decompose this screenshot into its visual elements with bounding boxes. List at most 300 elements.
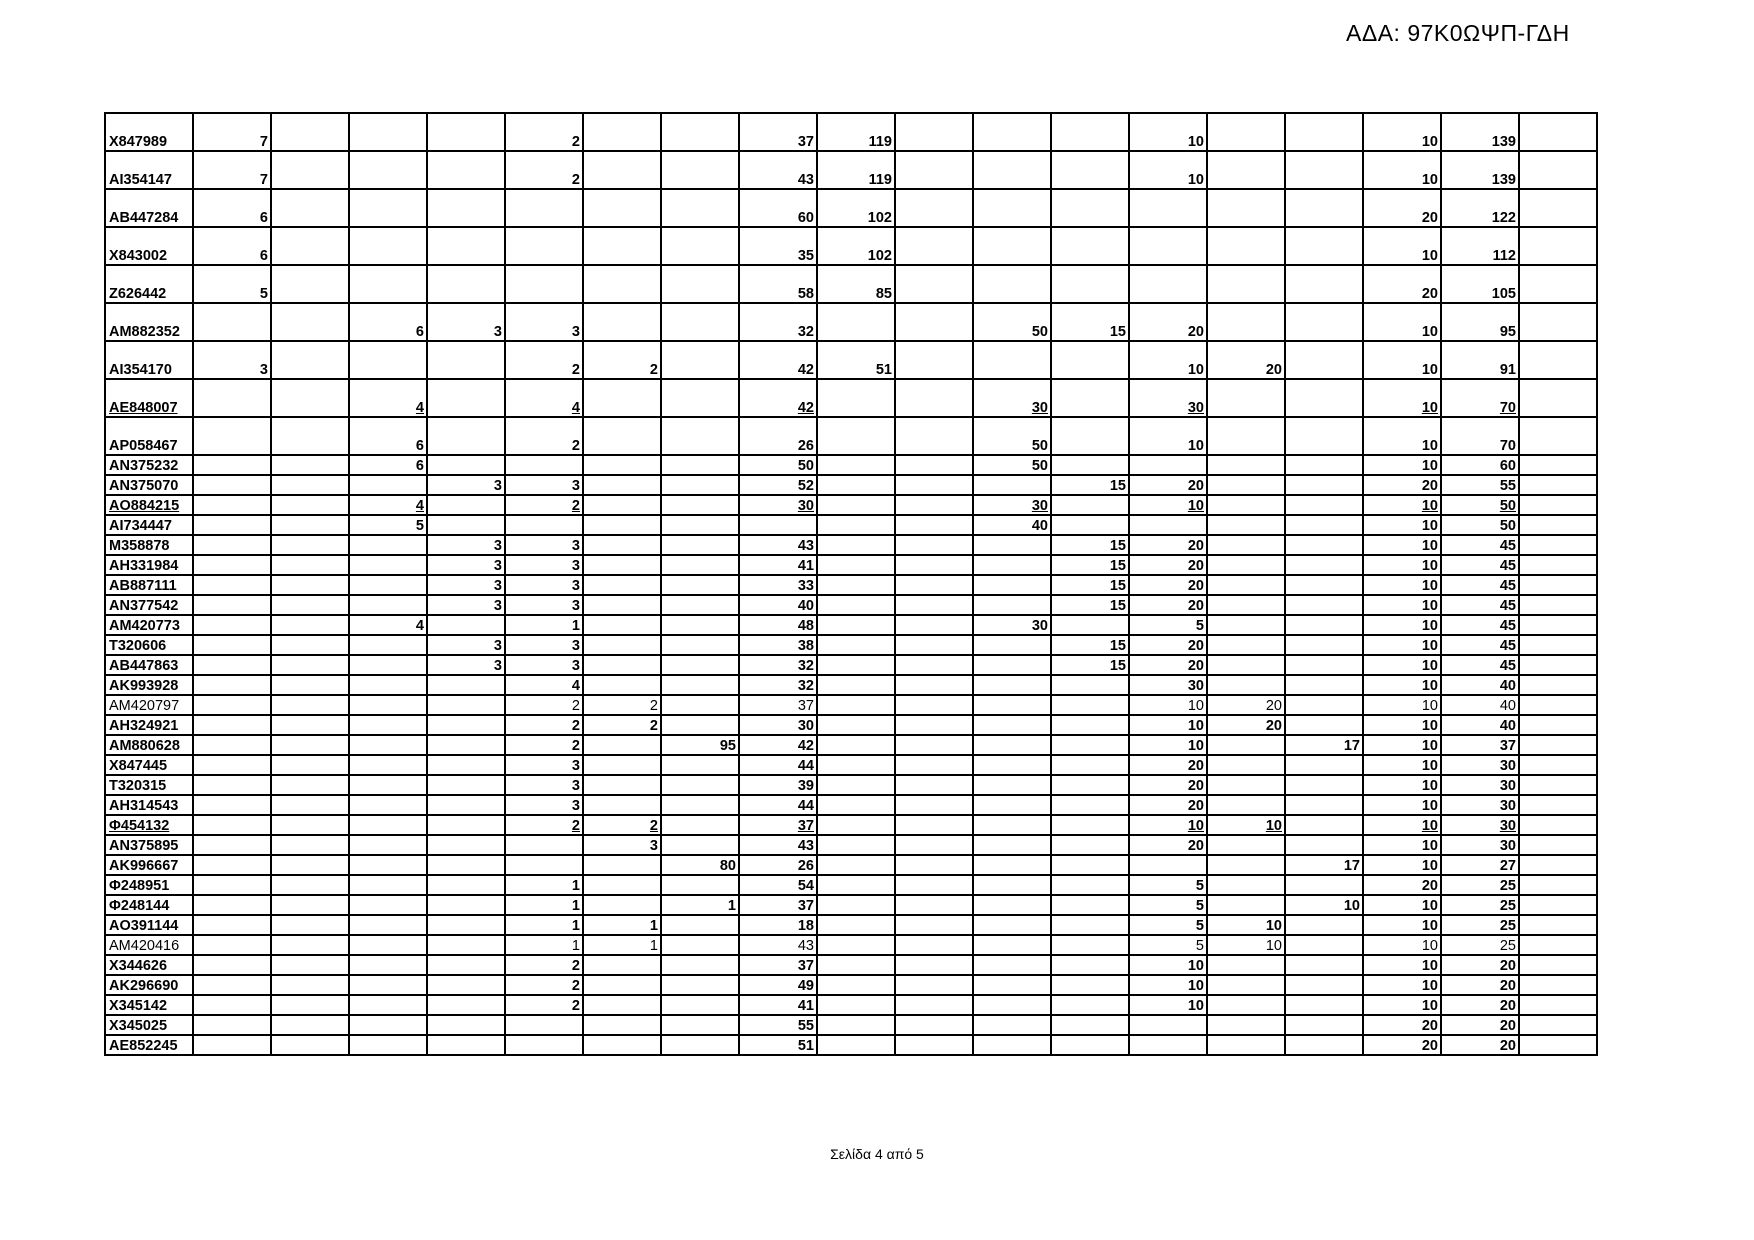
table-cell xyxy=(271,1035,349,1055)
table-cell xyxy=(1051,755,1129,775)
table-cell xyxy=(349,151,427,189)
table-cell: 3 xyxy=(505,655,583,675)
table-cell xyxy=(1051,113,1129,151)
table-cell xyxy=(1285,955,1363,975)
table-cell xyxy=(661,935,739,955)
table-cell xyxy=(895,495,973,515)
table-cell xyxy=(271,1015,349,1035)
table-cell xyxy=(661,417,739,455)
table-cell xyxy=(1519,775,1597,795)
table-cell xyxy=(895,955,973,975)
table-cell xyxy=(1519,417,1597,455)
table-cell: 2 xyxy=(505,417,583,455)
table-cell: 10 xyxy=(1129,995,1207,1015)
table-cell: 5 xyxy=(1129,875,1207,895)
table-cell: 3 xyxy=(505,795,583,815)
table-row xyxy=(105,795,1597,815)
table-cell xyxy=(427,151,505,189)
table-cell xyxy=(1285,113,1363,151)
table-cell: 4 xyxy=(349,495,427,515)
table-cell xyxy=(1207,535,1285,555)
table-cell xyxy=(349,189,427,227)
table-cell: 10 xyxy=(1129,815,1207,835)
table-cell xyxy=(427,735,505,755)
table-cell xyxy=(817,555,895,575)
table-cell xyxy=(973,635,1051,655)
table-cell: 20 xyxy=(1207,715,1285,735)
table-cell xyxy=(817,535,895,555)
table-cell xyxy=(1129,1015,1207,1035)
table-cell xyxy=(583,151,661,189)
table-cell xyxy=(1285,515,1363,535)
table-cell xyxy=(895,303,973,341)
table-cell xyxy=(895,1035,973,1055)
table-cell xyxy=(427,995,505,1015)
table-row xyxy=(105,595,1597,615)
table-cell: 15 xyxy=(1051,575,1129,595)
table-cell xyxy=(427,935,505,955)
row-id-cell: AO391144 xyxy=(105,915,193,935)
table-cell: 15 xyxy=(1051,535,1129,555)
table-cell: 41 xyxy=(739,555,817,575)
table-cell xyxy=(1051,955,1129,975)
table-cell xyxy=(583,735,661,755)
table-row xyxy=(105,695,1597,715)
table-cell xyxy=(1285,455,1363,475)
table-cell: 2 xyxy=(583,715,661,735)
table-cell xyxy=(1285,475,1363,495)
table-cell: 3 xyxy=(427,535,505,555)
table-cell: 80 xyxy=(661,855,739,875)
table-cell xyxy=(1051,1035,1129,1055)
table-cell xyxy=(349,715,427,735)
table-cell xyxy=(817,935,895,955)
table-cell xyxy=(1207,595,1285,615)
table-cell: 2 xyxy=(505,715,583,735)
table-cell: 10 xyxy=(1363,227,1441,265)
table-cell xyxy=(271,495,349,515)
table-row xyxy=(105,835,1597,855)
table-cell xyxy=(661,795,739,815)
table-cell xyxy=(271,955,349,975)
row-id-cell: AK296690 xyxy=(105,975,193,995)
table-cell xyxy=(349,575,427,595)
table-cell xyxy=(193,475,271,495)
table-cell: 39 xyxy=(739,775,817,795)
table-cell: 45 xyxy=(1441,655,1519,675)
table-cell xyxy=(1207,113,1285,151)
table-cell xyxy=(1285,835,1363,855)
table-cell: 10 xyxy=(1363,379,1441,417)
table-row xyxy=(105,735,1597,755)
table-cell: 3 xyxy=(505,575,583,595)
table-cell xyxy=(895,835,973,855)
table-cell xyxy=(1207,855,1285,875)
table-cell: 51 xyxy=(817,341,895,379)
table-cell xyxy=(1207,495,1285,515)
table-cell xyxy=(973,555,1051,575)
row-id-cell: AN375895 xyxy=(105,835,193,855)
table-cell xyxy=(1285,341,1363,379)
table-cell xyxy=(271,895,349,915)
table-cell xyxy=(427,417,505,455)
row-id-cell: Φ454132 xyxy=(105,815,193,835)
table-row xyxy=(105,875,1597,895)
row-id-cell: AB887111 xyxy=(105,575,193,595)
table-cell xyxy=(349,475,427,495)
row-id-cell: T320315 xyxy=(105,775,193,795)
table-cell xyxy=(193,655,271,675)
table-cell xyxy=(1519,1015,1597,1035)
table-cell xyxy=(817,695,895,715)
table-cell xyxy=(193,855,271,875)
table-cell xyxy=(427,1035,505,1055)
table-cell xyxy=(583,755,661,775)
table-cell xyxy=(895,715,973,735)
table-cell xyxy=(817,635,895,655)
table-cell: 3 xyxy=(505,775,583,795)
table-cell xyxy=(1519,615,1597,635)
row-id-cell: Φ248951 xyxy=(105,875,193,895)
row-id-cell: AM420797 xyxy=(105,695,193,715)
table-cell: 3 xyxy=(427,655,505,675)
table-cell: 10 xyxy=(1363,303,1441,341)
table-cell: 55 xyxy=(739,1015,817,1035)
table-cell xyxy=(661,455,739,475)
table-cell: 2 xyxy=(505,151,583,189)
table-cell xyxy=(1207,795,1285,815)
table-cell xyxy=(739,515,817,535)
table-cell xyxy=(1519,535,1597,555)
table-cell xyxy=(427,189,505,227)
table-cell: 17 xyxy=(1285,855,1363,875)
table-cell xyxy=(895,189,973,227)
table-cell xyxy=(1519,935,1597,955)
table-cell xyxy=(193,615,271,635)
table-cell: 10 xyxy=(1363,151,1441,189)
table-cell xyxy=(1207,227,1285,265)
table-cell xyxy=(973,715,1051,735)
table-cell: 1 xyxy=(505,915,583,935)
table-cell: 15 xyxy=(1051,475,1129,495)
table-cell: 6 xyxy=(349,455,427,475)
table-row xyxy=(105,265,1597,303)
table-cell xyxy=(817,655,895,675)
table-cell xyxy=(1285,975,1363,995)
table-cell: 20 xyxy=(1207,341,1285,379)
table-cell xyxy=(973,975,1051,995)
table-cell: 10 xyxy=(1363,995,1441,1015)
table-cell xyxy=(271,695,349,715)
table-cell xyxy=(895,475,973,495)
table-cell xyxy=(505,455,583,475)
table-cell xyxy=(661,379,739,417)
table-cell xyxy=(973,915,1051,935)
row-id-cell: M358878 xyxy=(105,535,193,555)
table-cell: 55 xyxy=(1441,475,1519,495)
table-cell xyxy=(661,635,739,655)
table-cell xyxy=(349,915,427,935)
table-cell xyxy=(661,775,739,795)
table-cell xyxy=(193,975,271,995)
table-cell xyxy=(1207,151,1285,189)
table-cell xyxy=(1519,755,1597,775)
table-cell xyxy=(1519,955,1597,975)
table-cell xyxy=(427,855,505,875)
table-cell xyxy=(193,715,271,735)
table-cell xyxy=(895,935,973,955)
table-cell xyxy=(349,875,427,895)
table-cell xyxy=(193,955,271,975)
table-cell xyxy=(349,227,427,265)
table-cell xyxy=(661,815,739,835)
table-cell xyxy=(271,675,349,695)
table-cell xyxy=(427,715,505,735)
table-cell xyxy=(1285,915,1363,935)
table-cell xyxy=(817,875,895,895)
table-cell xyxy=(193,815,271,835)
table-cell xyxy=(271,595,349,615)
table-cell xyxy=(583,495,661,515)
table-cell xyxy=(349,835,427,855)
table-cell xyxy=(1519,595,1597,615)
table-cell: 10 xyxy=(1207,935,1285,955)
row-id-cell: AO884215 xyxy=(105,495,193,515)
table-cell xyxy=(1285,795,1363,815)
table-cell: 95 xyxy=(1441,303,1519,341)
table-cell xyxy=(271,755,349,775)
table-cell xyxy=(895,695,973,715)
table-cell xyxy=(817,795,895,815)
table-cell xyxy=(817,755,895,775)
table-cell: 1 xyxy=(505,895,583,915)
table-row xyxy=(105,995,1597,1015)
table-cell xyxy=(349,695,427,715)
table-row xyxy=(105,303,1597,341)
table-cell: 10 xyxy=(1129,495,1207,515)
table-cell xyxy=(1207,265,1285,303)
table-cell: 45 xyxy=(1441,575,1519,595)
table-cell xyxy=(1051,515,1129,535)
table-cell xyxy=(1285,379,1363,417)
table-cell xyxy=(583,1015,661,1035)
table-cell: 2 xyxy=(505,735,583,755)
table-cell xyxy=(1207,975,1285,995)
table-cell xyxy=(349,975,427,995)
table-cell: 10 xyxy=(1363,655,1441,675)
table-cell xyxy=(271,735,349,755)
table-cell xyxy=(271,265,349,303)
table-cell xyxy=(1051,455,1129,475)
table-cell xyxy=(895,755,973,775)
table-row xyxy=(105,815,1597,835)
row-id-cell: AN377542 xyxy=(105,595,193,615)
table-cell xyxy=(505,265,583,303)
table-cell xyxy=(817,895,895,915)
table-cell xyxy=(1285,675,1363,695)
table-cell: 6 xyxy=(193,189,271,227)
table-cell: 25 xyxy=(1441,915,1519,935)
table-cell: 1 xyxy=(505,615,583,635)
table-cell: 10 xyxy=(1363,675,1441,695)
table-cell xyxy=(271,575,349,595)
table-cell xyxy=(1519,515,1597,535)
table-cell xyxy=(1519,995,1597,1015)
table-row xyxy=(105,615,1597,635)
table-row xyxy=(105,455,1597,475)
table-cell: 42 xyxy=(739,735,817,755)
table-cell xyxy=(427,113,505,151)
table-cell: 10 xyxy=(1129,735,1207,755)
table-cell xyxy=(271,417,349,455)
table-cell: 52 xyxy=(739,475,817,495)
table-cell: 20 xyxy=(1207,695,1285,715)
table-cell xyxy=(661,1035,739,1055)
table-cell xyxy=(1519,1035,1597,1055)
table-cell xyxy=(193,635,271,655)
table-cell: 10 xyxy=(1363,915,1441,935)
table-cell xyxy=(505,515,583,535)
table-cell: 51 xyxy=(739,1035,817,1055)
table-cell xyxy=(661,575,739,595)
table-cell xyxy=(1519,855,1597,875)
table-cell xyxy=(661,655,739,675)
table-cell: 10 xyxy=(1129,955,1207,975)
table-row xyxy=(105,495,1597,515)
table-cell xyxy=(973,475,1051,495)
table-cell xyxy=(193,515,271,535)
table-cell xyxy=(583,113,661,151)
table-row xyxy=(105,775,1597,795)
table-cell xyxy=(349,955,427,975)
table-cell: 10 xyxy=(1363,515,1441,535)
table-cell xyxy=(1519,227,1597,265)
table-cell xyxy=(349,795,427,815)
table-cell xyxy=(895,555,973,575)
table-cell xyxy=(661,755,739,775)
table-cell xyxy=(1519,189,1597,227)
table-cell xyxy=(271,455,349,475)
table-cell: 3 xyxy=(427,575,505,595)
table-cell: 10 xyxy=(1363,835,1441,855)
table-cell xyxy=(193,935,271,955)
table-cell xyxy=(817,855,895,875)
row-id-cell: AM882352 xyxy=(105,303,193,341)
table-cell xyxy=(427,815,505,835)
table-cell xyxy=(193,835,271,855)
table-cell xyxy=(349,755,427,775)
table-cell xyxy=(817,1035,895,1055)
table-cell xyxy=(895,675,973,695)
table-cell: 4 xyxy=(349,615,427,635)
table-cell xyxy=(583,417,661,455)
table-cell xyxy=(895,417,973,455)
table-cell: 2 xyxy=(505,815,583,835)
table-cell xyxy=(427,227,505,265)
table-cell xyxy=(427,495,505,515)
table-cell: 2 xyxy=(583,815,661,835)
table-cell: 20 xyxy=(1441,995,1519,1015)
row-id-cell: AH314543 xyxy=(105,795,193,815)
table-cell xyxy=(973,855,1051,875)
table-cell xyxy=(193,915,271,935)
table-cell xyxy=(817,735,895,755)
table-cell xyxy=(1207,955,1285,975)
table-cell: 20 xyxy=(1129,475,1207,495)
table-cell xyxy=(349,855,427,875)
table-cell: 10 xyxy=(1129,695,1207,715)
table-cell xyxy=(427,515,505,535)
table-cell xyxy=(349,895,427,915)
table-cell: 122 xyxy=(1441,189,1519,227)
table-cell xyxy=(583,535,661,555)
table-cell xyxy=(661,303,739,341)
table-cell: 44 xyxy=(739,795,817,815)
table-cell xyxy=(1207,515,1285,535)
table-cell xyxy=(1051,695,1129,715)
table-cell: 3 xyxy=(427,475,505,495)
table-cell xyxy=(1051,495,1129,515)
table-cell xyxy=(1519,379,1597,417)
table-cell xyxy=(583,265,661,303)
table-cell xyxy=(661,615,739,635)
table-cell: 30 xyxy=(739,715,817,735)
table-cell: 42 xyxy=(739,341,817,379)
table-cell xyxy=(193,495,271,515)
table-row xyxy=(105,895,1597,915)
table-cell: 49 xyxy=(739,975,817,995)
table-cell: 3 xyxy=(505,595,583,615)
table-cell xyxy=(271,775,349,795)
table-cell xyxy=(427,675,505,695)
table-cell: 4 xyxy=(505,675,583,695)
table-cell xyxy=(661,695,739,715)
table-cell xyxy=(1207,755,1285,775)
table-cell: 30 xyxy=(1129,379,1207,417)
table-cell: 40 xyxy=(1441,695,1519,715)
table-cell xyxy=(817,775,895,795)
table-cell xyxy=(1207,1015,1285,1035)
table-cell: 3 xyxy=(505,535,583,555)
table-cell xyxy=(1285,815,1363,835)
table-cell xyxy=(193,417,271,455)
table-cell xyxy=(271,655,349,675)
table-cell: 10 xyxy=(1129,715,1207,735)
table-cell xyxy=(193,735,271,755)
table-cell xyxy=(349,341,427,379)
table-cell xyxy=(1207,455,1285,475)
table-cell xyxy=(817,575,895,595)
table-cell xyxy=(895,735,973,755)
table-cell: 10 xyxy=(1129,341,1207,379)
table-cell xyxy=(1051,715,1129,735)
page-number: Σελίδα 4 από 5 xyxy=(830,1146,924,1162)
table-cell: 5 xyxy=(1129,895,1207,915)
table-cell xyxy=(271,915,349,935)
table-row xyxy=(105,189,1597,227)
table-cell xyxy=(661,475,739,495)
table-cell: 10 xyxy=(1207,815,1285,835)
table-cell xyxy=(193,303,271,341)
table-cell xyxy=(817,975,895,995)
table-cell xyxy=(661,975,739,995)
table-cell: 45 xyxy=(1441,615,1519,635)
table-cell xyxy=(1285,775,1363,795)
table-cell: 119 xyxy=(817,151,895,189)
table-cell xyxy=(193,379,271,417)
table-cell: 30 xyxy=(1129,675,1207,695)
table-cell xyxy=(817,455,895,475)
